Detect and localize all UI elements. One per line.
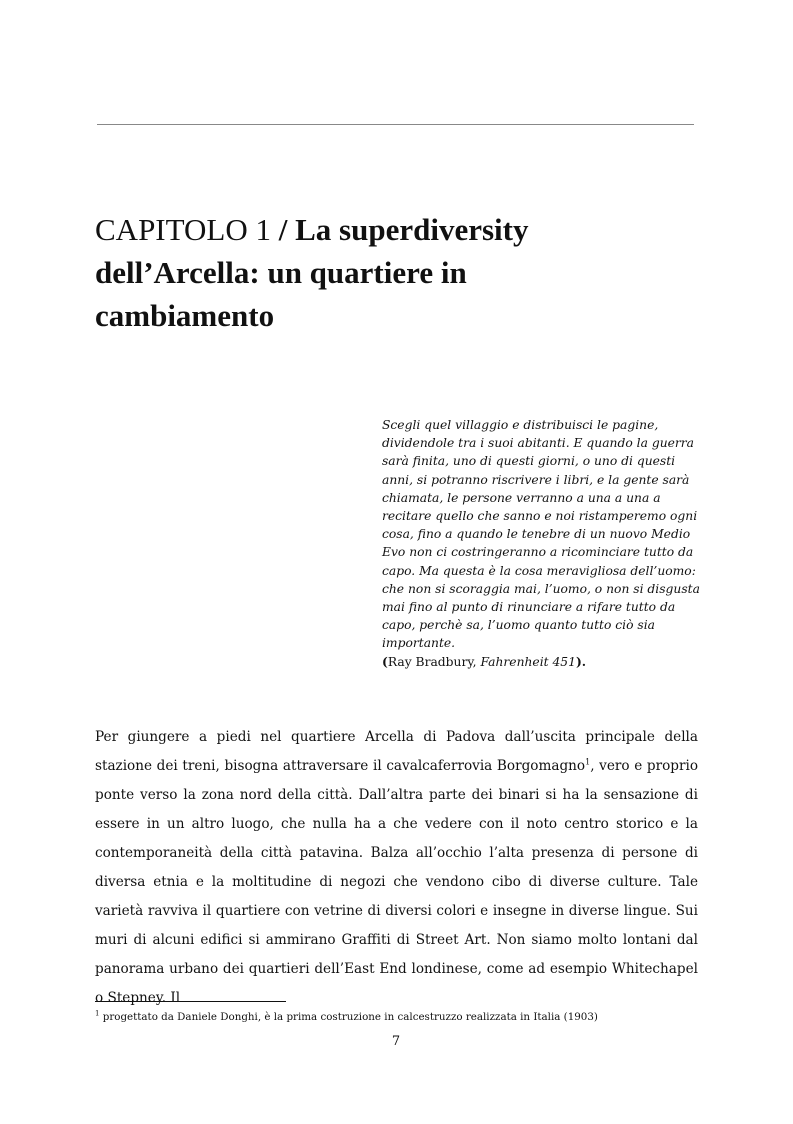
epigraph-book: Fahrenheit 451 xyxy=(480,654,576,669)
epigraph-source xyxy=(382,653,702,671)
epigraph xyxy=(382,416,702,671)
footnote-reference[interactable]: 1 xyxy=(585,757,591,767)
body-paragraph xyxy=(95,723,698,1013)
body-text-part2: , vero e proprio ponte verso la zona nord della città. Dall’altra parte dei binari si ha la sensazione di essere in un altro luogo, che nulla ha a che vedere con il noto centro storico e la contemporaneità della città patavina. Balza all’occhio l’alta presenza di persone di diversa etnia e la moltitudine di negozi che vendono cibo di diverse culture. Tale varietà ravviva il quartiere con vetrine di diversi colori e insegne in diverse lingue. Sui muri di alcuni edifici si ammirano Graffiti di Street Art. Non siamo molto lontani dal panorama urbano dei quartieri dell’East End londinese, come ad esempio Whitechapel o Stepney. Il xyxy=(95,758,698,1006)
body-text-part1: Per giungere a piedi nel quartiere Arcella di Padova dall’uscita principale della stazione dei treni, bisogna attraversare il cavalcaferrovia Borgomagno xyxy=(95,729,698,774)
epigraph-author: Ray Bradbury, xyxy=(387,654,481,669)
chapter-label: CAPITOLO 1 xyxy=(95,212,271,247)
footnote-separator xyxy=(95,1001,286,1002)
header-rule xyxy=(97,124,694,125)
chapter-title-text: La superdiversity dell’Arcella: un quartiere in cambiamento xyxy=(95,212,529,333)
epigraph-close-paren: ). xyxy=(575,653,587,669)
epigraph-quote: Scegli quel villaggio e distribuisci le pagine, dividendole tra i suoi abitanti. E quando la guerra sarà finita, uno di questi giorni, o uno di questi anni, si potranno riscrivere i libri, e la gente sarà chiamata, le persone verranno a una a una a recitare quello che sanno e noi ristamperemo ogni cosa, fino a quando le tenebre di un nuovo Medio Evo non ci costringeranno a ricominciare tutto da capo. Ma questa è la cosa meravigliosa dell’uomo: che non si scoraggia mai, l’uomo, o non si disgusta mai fino al punto di rinunciare a rifare tutto da capo, perchè sa, l’uomo quanto tutto ciò sia importante. xyxy=(382,418,700,651)
footnote xyxy=(95,1010,695,1025)
chapter-title-separator: / xyxy=(270,212,296,247)
epigraph-open-paren: ( xyxy=(382,653,388,669)
footnote-number: 1 xyxy=(95,1009,100,1018)
chapter-title xyxy=(95,208,615,337)
footnote-text: progettato da Daniele Donghi, è la prima costruzione in calcestruzzo realizzata in Italia (1903) xyxy=(99,1011,598,1023)
page-number: 7 xyxy=(391,1034,401,1049)
